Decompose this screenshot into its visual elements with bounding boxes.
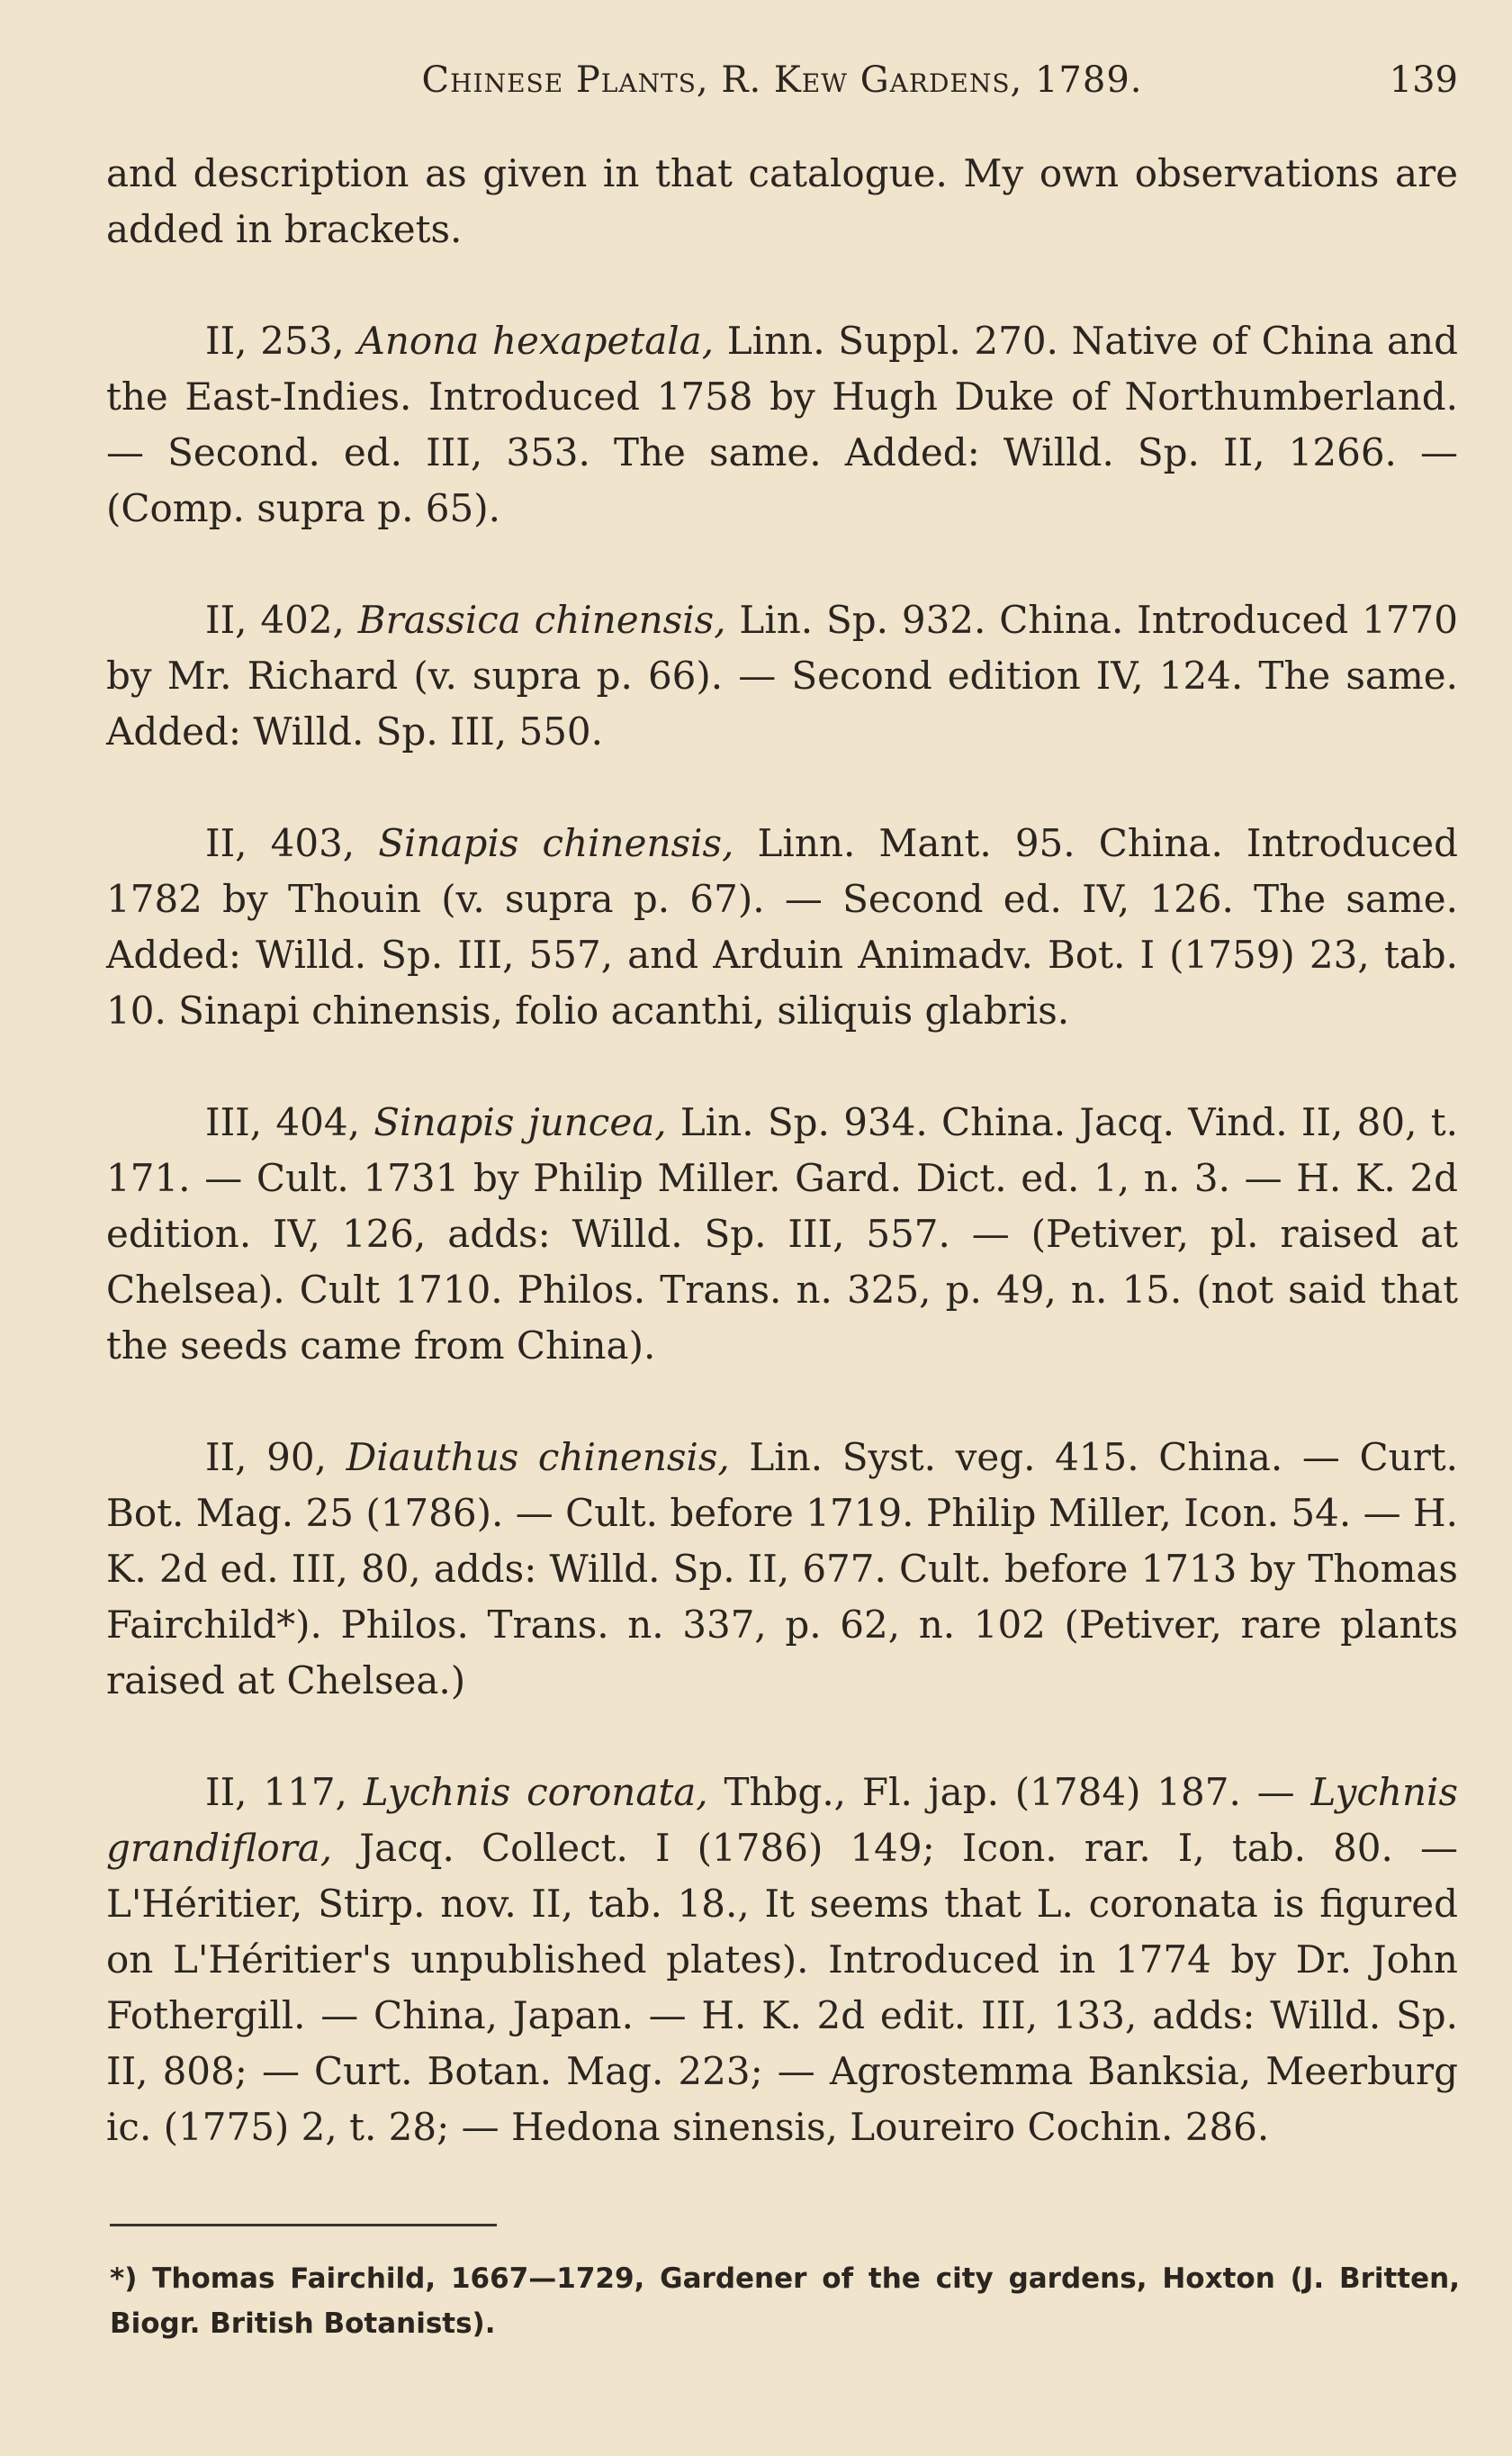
- entry-ref: II, 117,: [205, 1770, 347, 1814]
- entry-sinapis-chinensis: [106, 816, 1458, 1039]
- entry-ref: II, 253,: [205, 319, 345, 363]
- entry-text: Linn. Mant. 95. China. Introduced 1782 by Thouin (v. supra p. 67). — Second ed. IV, 126. The same. Added: Willd. Sp. III, 557, and Arduin Animadv. Bot. I (1759) 23, tab. 10. Sinapi chinensis, folio acanthi, siliquis glabris.: [106, 821, 1458, 1033]
- entry-text: Linn. Suppl. 270. Native of China and the East-Indies. Introduced 1758 by Hugh Duke of Northumberland. — Second. ed. III, 353. The same. Added: Willd. Sp. II, 1266. — (Comp. supra p. 65).: [106, 319, 1458, 530]
- running-title: Chinese Plants, R. Kew Gardens, 1789.: [421, 59, 1143, 101]
- entry-ref: II, 403,: [205, 821, 356, 865]
- entry-lychnis-coronata: [106, 1765, 1458, 2155]
- species-name: Sinapis juncea,: [374, 1100, 667, 1144]
- entry-text: Thbg., Fl. jap. (1784) 187. —: [724, 1770, 1295, 1814]
- intro-paragraph: and description as given in that catalogue. My own observations are added in brackets.: [106, 151, 1458, 251]
- entry-text: Lin. Sp. 932. China. Introduced 1770 by Mr. Richard (v. supra p. 66). — Second edition IV, 124. The same. Added: Willd. Sp. III, 550.: [106, 598, 1458, 754]
- species-name: Lychnis coronata,: [363, 1770, 708, 1814]
- entry-text: Lin. Sp. 934. China. Jacq. Vind. II, 80, t. 171. — Cult. 1731 by Philip Miller. Gard. Dict. ed. 1, n. 3. — H. K. 2d edition. IV, 126, adds: Willd. Sp. III, 557. — (Petiver, pl. raised at Chelsea). Cult 1710. Philos. Trans. n. 325, p. 49, n. 15. (not said that the seeds came from China).: [106, 1100, 1458, 1368]
- species-name: Anona hexapetala,: [357, 319, 715, 363]
- entry-text-continued: Jacq. Collect. I (1786) 149; Icon. rar. I, tab. 80. — L'Héritier, Stirp. nov. II, tab. 18., It seems that L. coronata is figured on L'Héritier's unpublished plates). Introduced in 1774 by Dr. John Fothergill. — China, Japan. — H. K. 2d edit. III, 133, adds: Willd. Sp. II, 808; — Curt. Botan. Mag. 223; — Agrostemma Banksia, Meerburg ic. (1775) 2, t. 28; — Hedona sinensis, Loureiro Cochin. 286.: [106, 1826, 1458, 2149]
- entry-brassica-chinensis: [106, 592, 1458, 760]
- species-name: Brassica chinensis,: [357, 598, 726, 642]
- entry-sinapis-juncea: [106, 1095, 1458, 1374]
- body-text: [106, 146, 1458, 2155]
- species-name-secondary: Lychnis grandiflora,: [106, 1770, 1459, 1870]
- entry-ref: III, 404,: [205, 1100, 360, 1144]
- entry-ref: II, 402,: [205, 598, 345, 642]
- page-header: [106, 59, 1458, 113]
- entry-diauthus-chinensis: [106, 1430, 1458, 1709]
- species-name: Diauthus chinensis,: [346, 1435, 730, 1479]
- footnote: *) Thomas Fairchild, 1667—1729, Gardener of the city gardens, Hoxton (J. Britten, Biogr. British Botanists).: [110, 2262, 1460, 2340]
- entry-anona-hexapetala: [106, 313, 1458, 537]
- page-number: 139: [1389, 59, 1458, 101]
- entry-ref: II, 90,: [205, 1435, 327, 1479]
- footnote-rule: [110, 2224, 497, 2226]
- entry-text: Lin. Syst. veg. 415. China. — Curt. Bot. Mag. 25 (1786). — Cult. before 1719. Philip Miller, Icon. 54. — H. K. 2d ed. III, 80, adds: Willd. Sp. II, 677. Cult. before 1713 by Thomas Fairchild*). Philos. Trans. n. 337, p. 62, n. 102 (Petiver, rare plants raised at Chelsea.): [106, 1435, 1458, 1702]
- species-name: Sinapis chinensis,: [378, 821, 734, 865]
